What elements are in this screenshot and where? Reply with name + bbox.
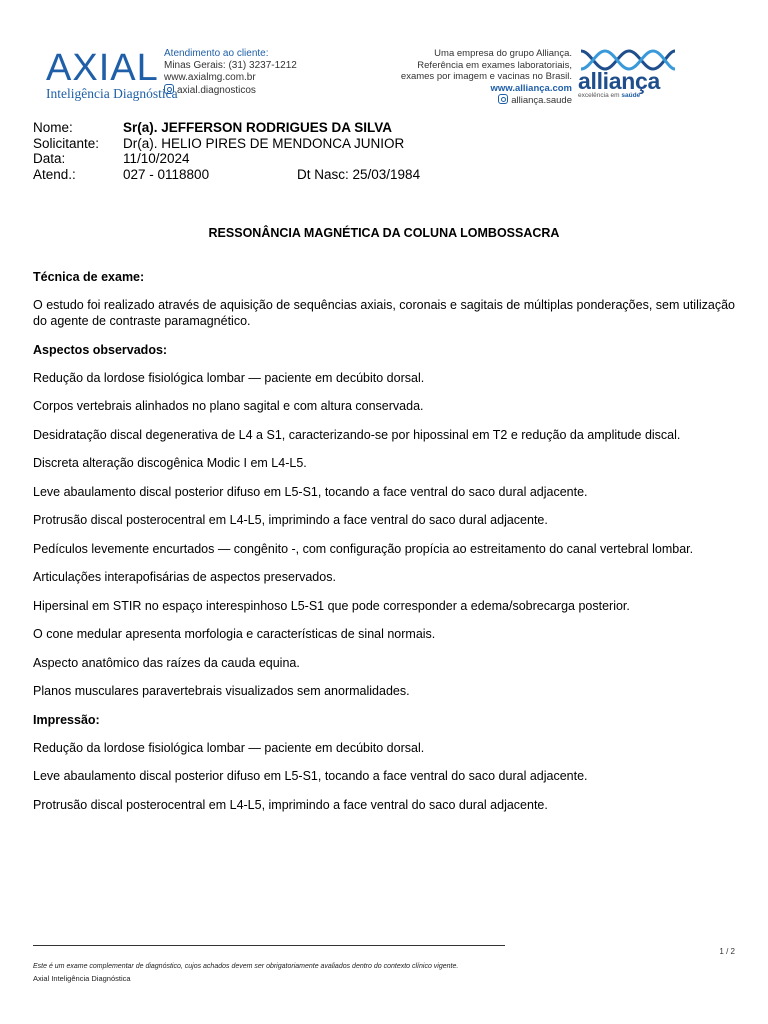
technique-heading: Técnica de exame: <box>33 270 145 284</box>
finding-item: Corpos vertebrais alinhados no plano sagital e com altura conservada. <box>33 399 424 413</box>
exam-date: 11/10/2024 <box>123 151 190 166</box>
alliance-brand: alliança <box>578 68 660 94</box>
group-instagram-row <box>401 94 572 107</box>
group-line-3: exames por imagem e vacinas no Brasil. <box>400 71 572 82</box>
page-number: 1 / 2 <box>719 947 735 956</box>
finding-item: Leve abaulamento discal posterior difuso em L5-S1, tocando a face ventral do saco dural adjacente. <box>33 485 588 499</box>
report-title: RESSONÂNCIA MAGNÉTICA DA COLUNA LOMBOSSACRA <box>208 226 560 240</box>
contact-instagram: axial.diagnosticos <box>177 85 256 96</box>
contact-website: www.axialmg.com.br <box>164 72 256 83</box>
disclaimer: Este é um exame complementar de diagnóstico, cujos achados devem ser obrigatoriamente avaliados dentro do contexto clínico vigente. <box>33 963 459 970</box>
name-label: Nome: <box>33 120 73 135</box>
instagram-icon <box>164 84 174 94</box>
contact-heading: Atendimento ao cliente: <box>164 48 269 59</box>
impression-item: Leve abaulamento discal posterior difuso em L5-S1, tocando a face ventral do saco dural adjacente. <box>33 769 588 783</box>
finding-item: Redução da lordose fisiológica lombar — paciente em decúbito dorsal. <box>33 371 425 385</box>
axial-tagline: Inteligência Diagnóstica <box>46 86 178 101</box>
finding-item: Planos musculares paravertebrais visualizados sem anormalidades. <box>33 684 410 698</box>
group-info <box>401 48 572 107</box>
finding-item: Protrusão discal posterocentral em L4-L5, imprimindo a face ventral do saco dural adjacente. <box>33 513 548 527</box>
finding-item: Hipersinal em STIR no espaço interespinhoso L5-S1 que pode corresponder a edema/sobrecarga posterior. <box>33 599 630 613</box>
finding-item: Articulações interapofisárias de aspectos preservados. <box>33 570 336 584</box>
finding-item: O cone medular apresenta morfologia e características de sinal normais. <box>33 627 436 641</box>
requester-name: Dr(a). HELIO PIRES DE MENDONCA JUNIOR <box>123 135 405 151</box>
group-website: www.alliança.com <box>490 82 572 94</box>
impression-heading: Impressão: <box>33 713 100 727</box>
contact-instagram-row <box>164 84 297 97</box>
date-label: Data: <box>33 151 66 166</box>
contact-phone: Minas Gerais: (31) 3237-1212 <box>164 60 297 71</box>
instagram-icon <box>498 94 508 104</box>
impression-item: Protrusão discal posterocentral em L4-L5, imprimindo a face ventral do saco dural adjacente. <box>33 798 548 812</box>
patient-name: Sr(a). JEFFERSON RODRIGUES DA SILVA <box>123 120 393 135</box>
finding-item: Discreta alteração discogênica Modic I em L4-L5. <box>33 456 307 470</box>
finding-item: Desidratação discal degenerativa de L4 a S1, caracterizando-se por hipossinal em T2 e redução da amplitude discal. <box>33 428 681 442</box>
axial-logo <box>46 47 178 101</box>
customer-service-contact <box>164 48 297 97</box>
visit-number: 027 - 0118800 <box>123 166 210 182</box>
visit-label: Atend.: <box>33 166 76 182</box>
technique-text: O estudo foi realizado através de aquisição de sequências axiais, coronais e sagitais de múltiplas ponderações, sem utilização do agente de contraste paramagnético. <box>33 298 735 328</box>
finding-item: Pedículos levemente encurtados — congênito -, com configuração propícia ao estreitamento do canal vertebral lombar. <box>33 542 694 556</box>
footer-brand: Axial Inteligência Diagnóstica <box>33 974 131 983</box>
findings-heading: Aspectos observados: <box>33 343 168 357</box>
alliance-logo <box>578 48 678 100</box>
group-line-1: Uma empresa do grupo Alliança. <box>434 48 572 59</box>
report-header <box>0 44 768 110</box>
group-line-2: Referência em exames laboratoriais, <box>417 59 572 71</box>
report-body <box>33 226 735 812</box>
group-instagram: alliança.saude <box>511 95 572 106</box>
birth-date: Dt Nasc: 25/03/1984 <box>297 166 421 182</box>
axial-brand: AXIAL <box>46 47 159 89</box>
signature-line <box>33 945 505 946</box>
requester-label: Solicitante: <box>33 135 100 151</box>
impression-item: Redução da lordose fisiológica lombar — paciente em decúbito dorsal. <box>33 741 425 755</box>
finding-item: Aspecto anatômico das raízes da cauda equina. <box>33 656 300 670</box>
alliance-tagline: excelência em saúde <box>578 92 641 99</box>
